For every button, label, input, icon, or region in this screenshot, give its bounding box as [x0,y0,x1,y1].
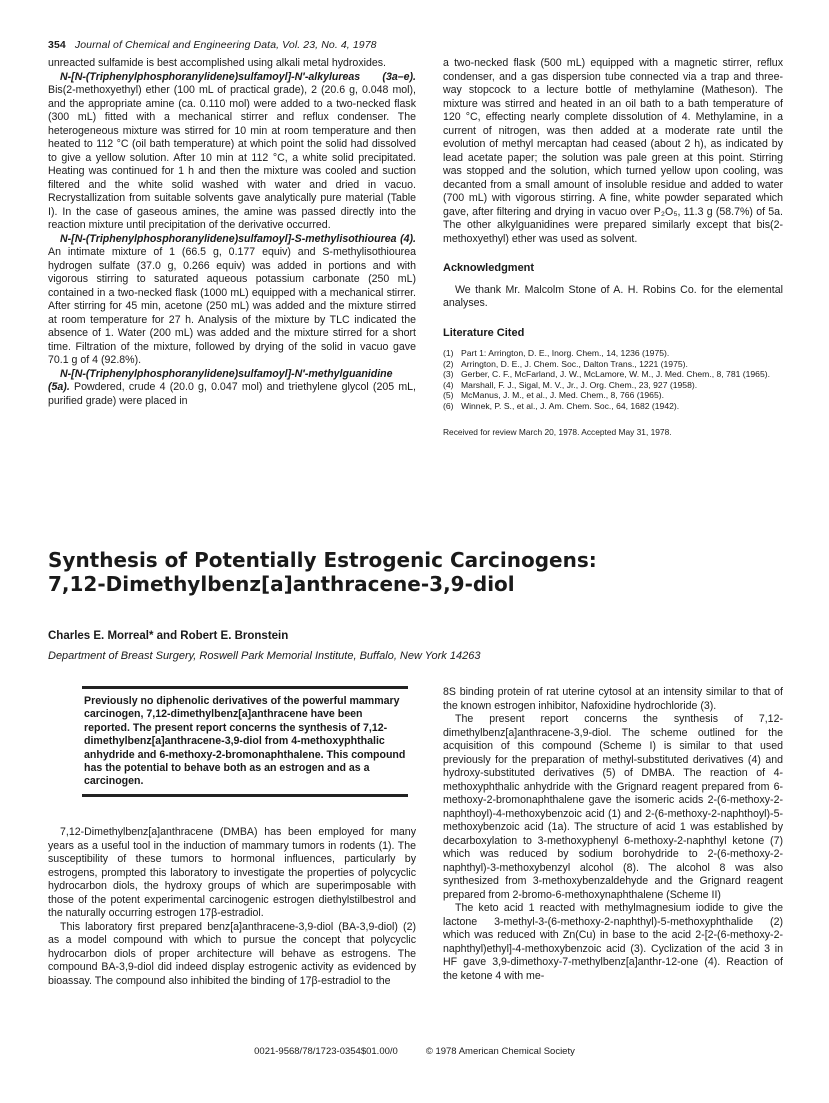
paragraph-isothiourea: N-[N-(Triphenylphosphoranylidene)sulfamoyl]-S-methylisothiourea (4). An intimate mixture of 1 (66.5 g, 0.177 equiv) and S-methylisothiourea hydrogen sulfate (37.0 g, 0.266 equiv) was added in portions and with vigorous stirring to saturated aqueous potassium carbonate (250 mL) contained in a two-necked flask (1000 mL) equipped with a mechanical stirrer. After stirring for 45 min, acetone (250 mL) was added and the mixture stirred at room temperature for 27 h. Analysis of the mixture by TLC indicated the absence of 1. Water (200 mL) was added and the mixture stirred for a short time. Filtration of the mixture, followed by drying of the solid in vacuo gave 70.1 g of 4 (92.8%). [48,232,416,366]
reference-list [443,348,783,412]
scheme-paragraph: The present report concerns the synthesis of 7,12-dimethylbenz[a]anthracene-3,9-diol. The scheme outlined for the acquisition of this compound (Scheme I) is similar to that used previously for the preparation of methyl-substituted derivatives (4) and hydroxy-substituted derivatives (5) of DMBA. The reaction of 4-methoxyphthalic anhydride with the Grignard reagent prepared from 6-methoxy-2-bromonaphthalene gave the isomeric acids 2-(6-methoxy-2-naphthoyl)-4-methoxybenzoic acid (1) and 2-(6-methoxy-2-naphthoyl)-5-methoxybenzoic acid (1a). The structure of acid 1 was established by decarboxylation to 3-methoxyphenyl 6-methoxy-2-naphthyl ketone (7) which was reduced by sodium borohydride to 2-(6-methoxy-2-naphthyl)-3-methoxybenzyl alcohol (8). The alcohol 8 was also synthesized from 3-methoxybenzaldehyde and the Grignard reagent prepared from 2-bromo-6-methoxynaphthalene (Scheme II) [443,713,783,901]
article-title: Synthesis of Potentially Estrogenic Carcinogens: 7,12-Dimethylbenz[a]anthracene-3,9-diol [48,548,597,596]
copyright: © 1978 American Chemical Society [425,1046,575,1057]
page-number: 354 [48,39,66,51]
running-header [48,39,377,51]
paragraph-ureas: N-[N-(Triphenylphosphoranylidene)sulfamoyl]-N′-alkylureas (3a–e). Bis(2-methoxyethyl) ether (100 mL of practical grade), 2 (20.6 g, 0.048 mol), and the appropriate amine (ca. 0.110 mol) were added to a two-necked flask (300 mL) fitted with a mechanical stirrer and reflux condenser. The heterogeneous mixture was stirred for 10 min at room temperature and then heated to 112 °C (oil bath temperature) at which point the solid had dissolved to give a yellow solution. After 10 min at 112 °C, a white solid precipitated. Heating was continued for 1 h and then the mixture was cooled and suction filtered and the white solid washed with water and dried in vacuo. Recrystallization from suitable solvents gave analytically pure material (Table I). In the case of gaseous amines, the amine was passed directly into the reaction mixture until precipitation of the derivative occurred. [48,70,416,231]
acknowledgment-text: We thank Mr. Malcolm Stone of A. H. Robins Co. for the elemental analyses. [443,283,783,309]
left-column-top [48,57,416,408]
background-paragraph: This laboratory first prepared benz[a]anthracene-3,9-diol (BA-3,9-diol) (2) as a model compound with which to pursue the concept that polycyclic hydrocarbon diols of proper architecture will behave as estrogens. The compound BA-3,9-diol did indeed display estrogenic activity as evidenced by bioassay. The compound also inhibited the binding of 17β-estradiol to the [48,920,416,987]
paragraph-guanidine: N-[N-(Triphenylphosphoranylidene)sulfamoyl]-N′-methylguanidine (5a). Powdered, crude 4 (20.0 g, 0.047 mol) and triethylene glycol (205 mL, purified grade) were placed in [48,367,416,407]
reference-item: (3) Gerber, C. F., McFarland, J. W., McLamore, W. M., J. Med. Chem., 8, 781 (1965). [443,369,770,380]
abstract-box [82,686,408,797]
reference-item: (5) McManus, J. M., et al., J. Med. Chem., 8, 766 (1965). [443,390,664,401]
abstract-text: Previously no diphenolic derivatives of the powerful mammary carcinogen, 7,12-dimethylbenz[a]anthracene have been reported. The present report concerns the synthesis of 7,12-dimethylbenz[a]anthracene-3,9-diol from 4-methoxyphthalic anhydride and 6-methoxy-2-bromonaphthalene. This compound has the potential to behave both as an estrogen and as a carcinogen. [84,695,406,788]
page-footer [0,1046,829,1057]
heading-guanidine: N-[N-(Triphenylphosphoranylidene)sulfamoyl]-N′-methylguanidine (5a). [48,367,393,393]
article-right-column [443,686,783,983]
paragraph-methylamine: a two-necked flask (500 mL) equipped with a magnetic stirrer, reflux condenser, and a gas dispersion tube connected via a trap and three-way stopcock to a lecture bottle of methylamine (Matheson). The mixture was stirred and heated in an oil bath to a bath temperature of 120 °C, effecting nearly complete dissolution of 4. Methylamine, in a current of nitrogen, was then added at a moderate rate until the evolution of methyl mercaptan had ceased (about 2 h), as indicated by lead acetate paper; the solution was pale green at this point. Stirring was stopped and the solution, which turned yellow upon cooling, was decanted from a small amount of insoluble residue and added to water (700 mL) with vigorous stirring. A fine, white powder separated which gave, after filtering and drying in vacuo over P₂O₅, 11.3 g (58.7%) of 5a. The other alkylguanidines were prepared similarly except that bis(2-methoxyethyl) ether was used as solvent. [443,57,783,245]
reference-item: (4) Marshall, F. J., Sigal, M. V., Jr., J. Org. Chem., 23, 927 (1958). [443,379,698,390]
keto-acid-paragraph: The keto acid 1 reacted with methylmagnesium iodide to give the lactone 3-methyl-3-(6-methoxy-2-naphthyl)-5-methoxyphthalide (2) which was reduced with Zn(Cu) in base to the acid 2-[2-(6-methoxy-2-naphthyl)ethyl]-4-methoxybenzoic acid (3). Cyclization of the acid 3 in HF gave 3,9-dimethoxy-7-methylbenz[a]anthr-12-one (4). Reaction of the ketone 4 with me- [443,902,783,982]
article-left-column [48,826,416,988]
literature-heading: Literature Cited [443,326,525,339]
abstract-bottom-rule [82,794,408,797]
authors: Charles E. Morreal* and Robert E. Bronstein [48,630,289,642]
received-note: Received for review March 20, 1978. Accepted May 31, 1978. [443,426,672,437]
article-code: 0021-9568/78/1723-0354$01.00/0 [254,1046,398,1057]
heading-ureas: N-[N-(Triphenylphosphoranylidene)sulfamoyl]-N′-alkylureas (3a–e). [60,70,416,83]
binding-paragraph: 8S binding protein of rat uterine cytosol at an intensity similar to that of the known estrogen inhibitor, Nafoxidine hydrochloride (3). [443,686,783,712]
right-column-top [443,57,783,439]
reference-item: (6) Winnek, P. S., et al., J. Am. Chem. Soc., 64, 1682 (1942). [443,400,680,411]
reference-item: (1) Part 1: Arrington, D. E., Inorg. Chem., 14, 1236 (1975). [443,348,670,358]
reference-item: (2) Arrington, D. E., J. Chem. Soc., Dalton Trans., 1221 (1975). [443,358,688,369]
heading-isothiourea: N-[N-(Triphenylphosphoranylidene)sulfamoyl]-S-methylisothiourea (4). [60,232,416,245]
affiliation: Department of Breast Surgery, Roswell Park Memorial Institute, Buffalo, New York 14263 [48,650,481,662]
paragraph-continuation: unreacted sulfamide is best accomplished using alkali metal hydroxides. [48,57,386,69]
intro-paragraph: 7,12-Dimethylbenz[a]anthracene (DMBA) has been employed for many years as a useful tool in the induction of mammary tumors in rodents (1). The susceptibility of these tumors to hormonal influences, particularly by estrogens, prompted this laboratory to investigate the properties of polycyclic hydrocarbon diols, the hydroxy groups of which are superimposable with those of the potent experimental carcinogenic estrogen diethylstilbestrol and the naturally occurring estrogen 17β-estradiol. [48,826,416,919]
acknowledgment-heading: Acknowledgment [443,262,535,274]
journal-citation: Journal of Chemical and Engineering Data, Vol. 23, No. 4, 1978 [74,39,377,51]
